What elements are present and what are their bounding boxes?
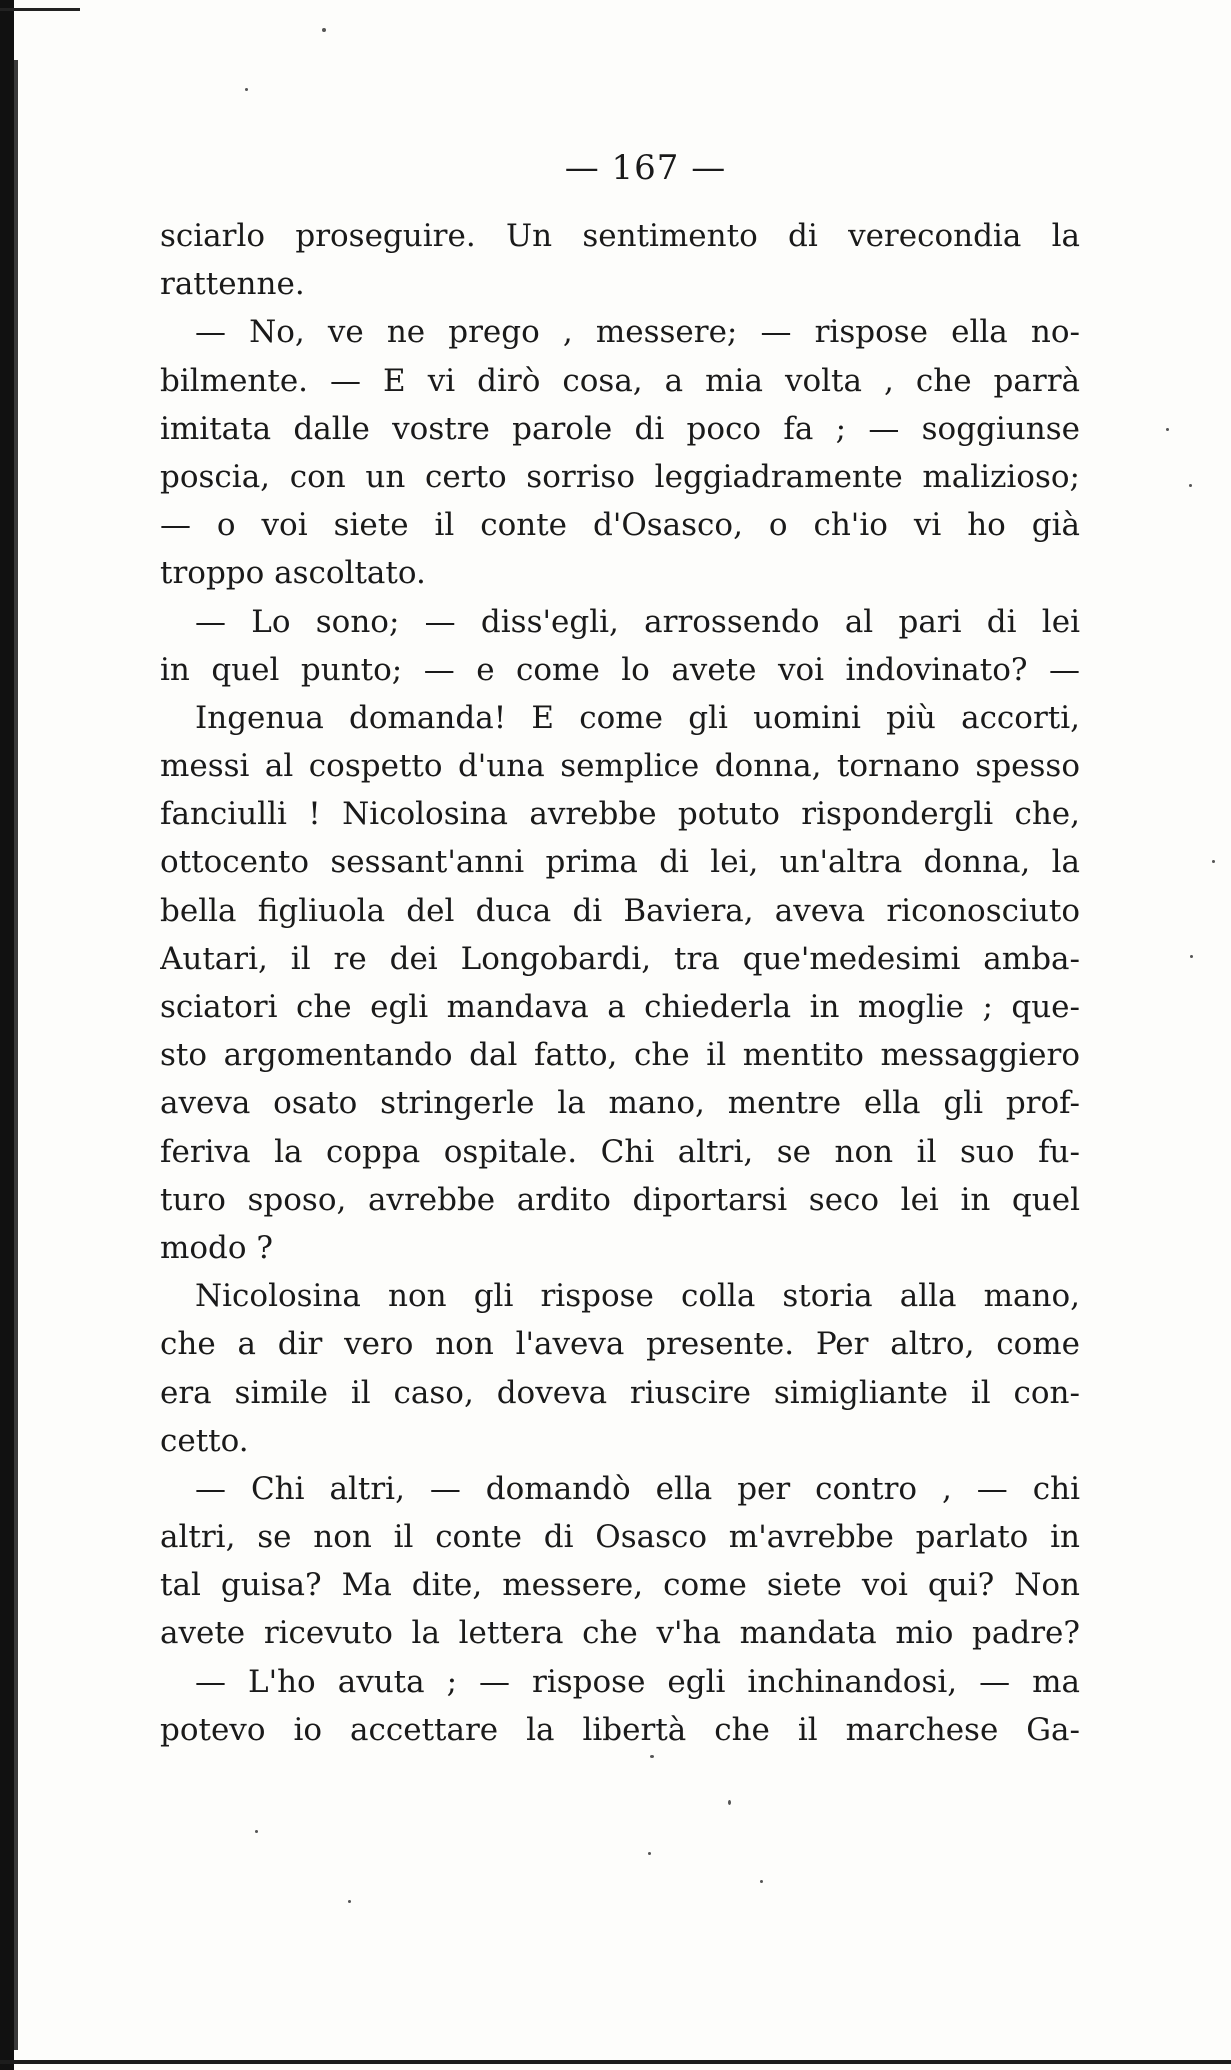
text-line: feriva la coppa ospitale. Chi altri, se non il suo fu-	[160, 1133, 1080, 1170]
scan-speck	[1166, 428, 1169, 431]
scan-speck	[760, 1880, 763, 1883]
text-line: in quel punto; — e come lo avete voi indovinato? —	[160, 651, 1080, 688]
text-line: messi al cospetto d'una semplice donna, tornano spesso	[160, 748, 1080, 785]
text-line: sciarlo proseguire. Un sentimento di verecondia la	[160, 218, 1080, 254]
text-line: avete ricevuto la lettera che v'ha mandata mio padre?	[160, 1615, 1080, 1652]
text-line: troppo ascoltato.	[160, 555, 426, 592]
text-line: — L'ho avuta ; — rispose egli inchinandosi, — ma	[195, 1663, 1080, 1700]
text-line: modo ?	[160, 1229, 274, 1266]
text-line: cetto.	[160, 1422, 249, 1459]
scan-speck	[245, 88, 248, 91]
text-line: ottocento sessant'anni prima di lei, un'altra donna, la	[160, 844, 1080, 881]
text-line: rattenne.	[160, 266, 305, 303]
text-line: sciatori che egli mandava a chiederla in moglie ; que-	[160, 989, 1080, 1025]
text-line: Nicolosina non gli rispose colla storia alla mano,	[195, 1278, 1080, 1315]
text-line: poscia, con un certo sorriso leggiadramente malizioso;	[160, 458, 1080, 495]
text-line: fanciulli ! Nicolosina avrebbe potuto rispondergli che,	[160, 796, 1080, 833]
text-line: — Chi altri, — domandò ella per contro , — chi	[195, 1470, 1080, 1507]
text-line: — o voi siete il conte d'Osasco, o ch'io vi ho già	[160, 507, 1080, 544]
page-binding-shadow	[14, 60, 18, 2050]
scan-speck	[728, 1800, 731, 1805]
text-line: bella figliuola del duca di Baviera, aveva riconosciuto	[160, 892, 1080, 929]
text-line: bilmente. — E vi dirò cosa, a mia volta , che parrà	[160, 362, 1080, 399]
text-line: sto argomentando dal fatto, che il mentito messaggiero	[160, 1037, 1080, 1074]
text-line: Ingenua domanda! E come gli uomini più accorti,	[195, 699, 1080, 736]
scan-speck	[1189, 484, 1192, 487]
text-line: — Lo sono; — diss'egli, arrossendo al pari di lei	[195, 603, 1080, 640]
scan-speck	[322, 28, 326, 32]
text-line: aveva osato stringerle la mano, mentre ella gli prof-	[160, 1085, 1080, 1122]
text-line: potevo io accettare la libertà che il marchese Ga-	[160, 1711, 1080, 1748]
scan-speck	[348, 1900, 351, 1903]
text-line: imitata dalle vostre parole di poco fa ; — soggiunse	[160, 410, 1080, 447]
scan-speck	[650, 1755, 654, 1758]
top-edge-mark	[0, 8, 80, 11]
text-line: Autari, il re dei Longobardi, tra que'medesimi amba-	[160, 940, 1080, 977]
scan-speck	[1212, 860, 1215, 863]
page-binding-edge	[0, 0, 14, 2070]
scan-speck	[1190, 955, 1193, 958]
page-number: — 167 —	[564, 148, 727, 188]
text-line: era simile il caso, doveva riuscire simigliante il con-	[160, 1374, 1080, 1411]
bottom-edge-mark	[0, 2060, 1231, 2064]
text-line: — No, ve ne prego , messere; — rispose ella no-	[195, 314, 1080, 351]
text-line: turo sposo, avrebbe ardito diportarsi seco lei in quel	[160, 1181, 1080, 1218]
scan-speck	[648, 1852, 651, 1855]
scan-speck	[255, 1830, 258, 1833]
text-line: che a dir vero non l'aveva presente. Per altro, come	[160, 1326, 1080, 1363]
body-text	[160, 212, 1080, 1754]
text-line: altri, se non il conte di Osasco m'avrebbe parlato in	[160, 1519, 1080, 1556]
text-line: tal guisa? Ma dite, messere, come siete voi qui? Non	[160, 1567, 1080, 1604]
